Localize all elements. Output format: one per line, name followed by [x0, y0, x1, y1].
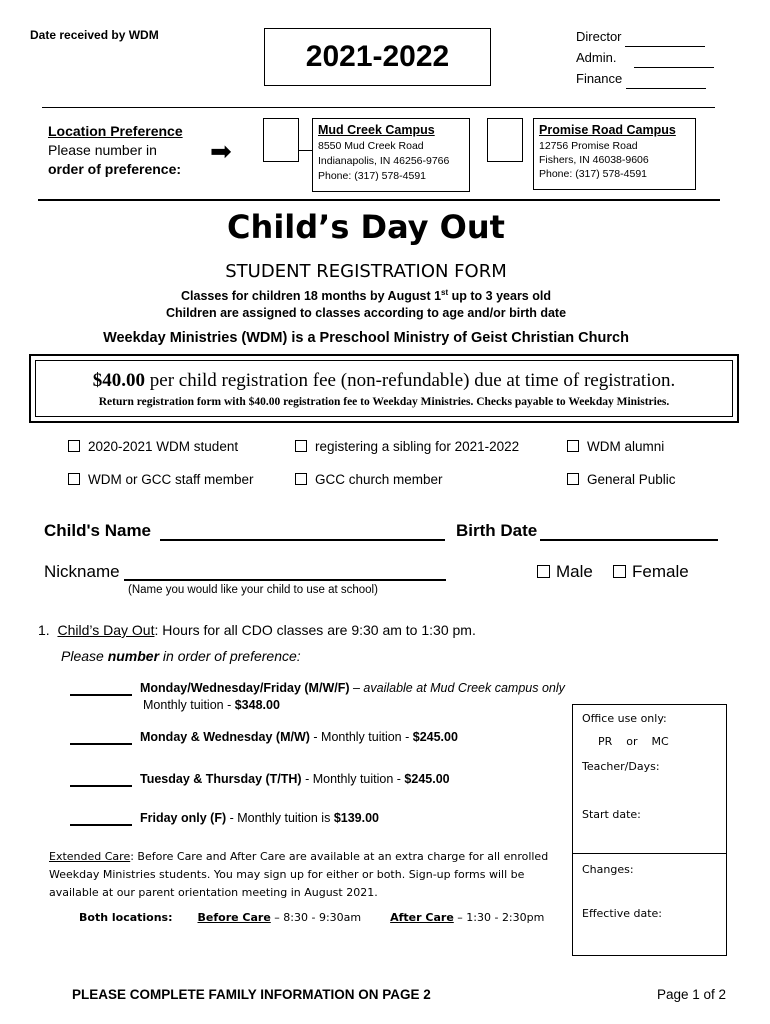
mud-creek-addr1: 8550 Mud Creek Road: [318, 140, 424, 152]
mud-creek-rank-box[interactable]: [263, 118, 299, 162]
promise-road-name: Promise Road Campus: [539, 123, 676, 137]
page-title: Child’s Day Out: [227, 208, 505, 246]
option-tth: Tuesday & Thursday (T/TH) - Monthly tuition - $245.00: [140, 772, 450, 786]
fee-box: [29, 354, 739, 423]
finance-label: Finance: [576, 71, 623, 86]
ministry-statement: Weekday Ministries (WDM) is a Preschool Ministry of Geist Christian Church: [103, 330, 629, 346]
fee-box-inner: [35, 360, 733, 417]
nickname-field[interactable]: [124, 579, 446, 581]
form-subtitle: STUDENT REGISTRATION FORM: [225, 261, 507, 282]
checkbox-icon[interactable]: [68, 473, 80, 485]
nickname-hint: (Name you would like your child to use at school): [128, 584, 378, 596]
checkbox-icon[interactable]: [68, 440, 80, 452]
nickname-label: Nickname: [44, 562, 120, 581]
birth-date-label: Birth Date: [456, 521, 538, 540]
office-approval-block: [576, 26, 714, 89]
mw-rank-field[interactable]: [70, 743, 132, 745]
gender-male-option[interactable]: Male: [537, 562, 593, 582]
mud-creek-campus-box: [312, 118, 470, 192]
checkbox-alumni[interactable]: WDM alumni: [567, 439, 664, 454]
location-title: Location Preference: [48, 123, 183, 139]
promise-road-addr2: Fishers, IN 46038-9606: [539, 154, 649, 166]
footer-instruction: PLEASE COMPLETE FAMILY INFORMATION ON PAGE 2: [72, 987, 431, 1002]
checkbox-icon[interactable]: [567, 440, 579, 452]
gender-female-option[interactable]: Female: [613, 562, 689, 582]
teacher-days-label: Teacher/Days:: [582, 760, 660, 773]
option-friday: Friday only (F) - Monthly tuition is $139.00: [140, 811, 379, 825]
mud-creek-phone: Phone: (317) 578-4591: [318, 170, 426, 182]
preference-instruction: Please number in order of preference:: [61, 648, 301, 664]
checkbox-icon[interactable]: [295, 473, 307, 485]
checkbox-sibling[interactable]: registering a sibling for 2021-2022: [295, 439, 519, 454]
checkbox-icon[interactable]: [613, 565, 626, 578]
date-received-label: Date received by WDM: [30, 28, 159, 42]
fee-statement: $40.00 per child registration fee (non-refundable) due at time of registration.: [92, 370, 676, 391]
class-assignment-note: Children are assigned to classes according to age and/or birth date: [165, 306, 567, 320]
checkbox-icon[interactable]: [295, 440, 307, 452]
mud-creek-addr2: Indianapolis, IN 46256-9766: [318, 155, 450, 167]
campus-code-row: PR or MC: [598, 735, 669, 748]
tth-rank-field[interactable]: [70, 785, 132, 787]
option-mw: Monday & Wednesday (M/W) - Monthly tuition - $245.00: [140, 730, 458, 744]
divider-top: [42, 107, 715, 108]
director-label: Director: [576, 29, 622, 44]
checkbox-2020-student[interactable]: 2020-2021 WDM student: [68, 439, 238, 454]
extended-care-times: Both locations: Before Care – 8:30 - 9:30am After Care – 1:30 - 2:30pm: [79, 911, 545, 924]
location-line2: order of preference:: [48, 161, 182, 177]
checkbox-church-member[interactable]: GCC church member: [295, 472, 443, 487]
office-divider: [573, 853, 726, 854]
office-use-title: Office use only:: [582, 712, 667, 725]
office-use-box: [572, 704, 727, 956]
checkbox-icon[interactable]: [567, 473, 579, 485]
location-preference: [48, 122, 183, 179]
birth-date-field[interactable]: [540, 539, 718, 541]
changes-label: Changes:: [582, 863, 634, 876]
start-date-label: Start date:: [582, 808, 641, 821]
fee-note: Return registration form with $40.00 registration fee to Weekday Ministries. Checks payable to Weekday Ministries.: [98, 396, 670, 408]
mwf-tuition: Monthly tuition - $348.00: [143, 698, 280, 712]
mud-creek-name: Mud Creek Campus: [318, 123, 435, 137]
promise-road-campus-box: [533, 118, 696, 190]
friday-rank-field[interactable]: [70, 824, 132, 826]
option-mwf: Monday/Wednesday/Friday (M/W/F) – available at Mud Creek campus only: [140, 681, 565, 695]
checkbox-staff[interactable]: WDM or GCC staff member: [68, 472, 254, 487]
page-number: Page 1 of 2: [657, 987, 727, 1002]
finance-field[interactable]: [626, 88, 706, 89]
arrow-right-icon: ➡: [210, 136, 232, 166]
mwf-rank-field[interactable]: [70, 694, 132, 696]
school-year-box: 2021-2022: [264, 28, 491, 86]
connector: [298, 150, 312, 151]
child-name-label: Child's Name: [44, 521, 152, 540]
promise-road-rank-box[interactable]: [487, 118, 523, 162]
extended-care-info: Extended Care: Before Care and After Care are available at an extra charge for all enrolled Weekday Ministries students. You may sign up for either or both. Sign-up forms will be available at our parent orientation meeting in August 2021.: [49, 850, 549, 899]
admin-label: Admin.: [576, 50, 617, 65]
promise-road-addr1: 12756 Promise Road: [539, 140, 638, 152]
location-line1: Please number in: [48, 142, 157, 158]
checkbox-general-public[interactable]: General Public: [567, 472, 676, 487]
checkbox-icon[interactable]: [537, 565, 550, 578]
divider-location: [38, 199, 720, 201]
promise-road-phone: Phone: (317) 578-4591: [539, 168, 647, 180]
cdo-hours: 1. Child’s Day Out: Hours for all CDO classes are 9:30 am to 1:30 pm.: [38, 622, 476, 638]
effective-date-label: Effective date:: [582, 907, 662, 920]
child-name-field[interactable]: [160, 539, 445, 541]
age-requirement: Classes for children 18 months by August 1st up to 3 years old: [181, 288, 551, 304]
